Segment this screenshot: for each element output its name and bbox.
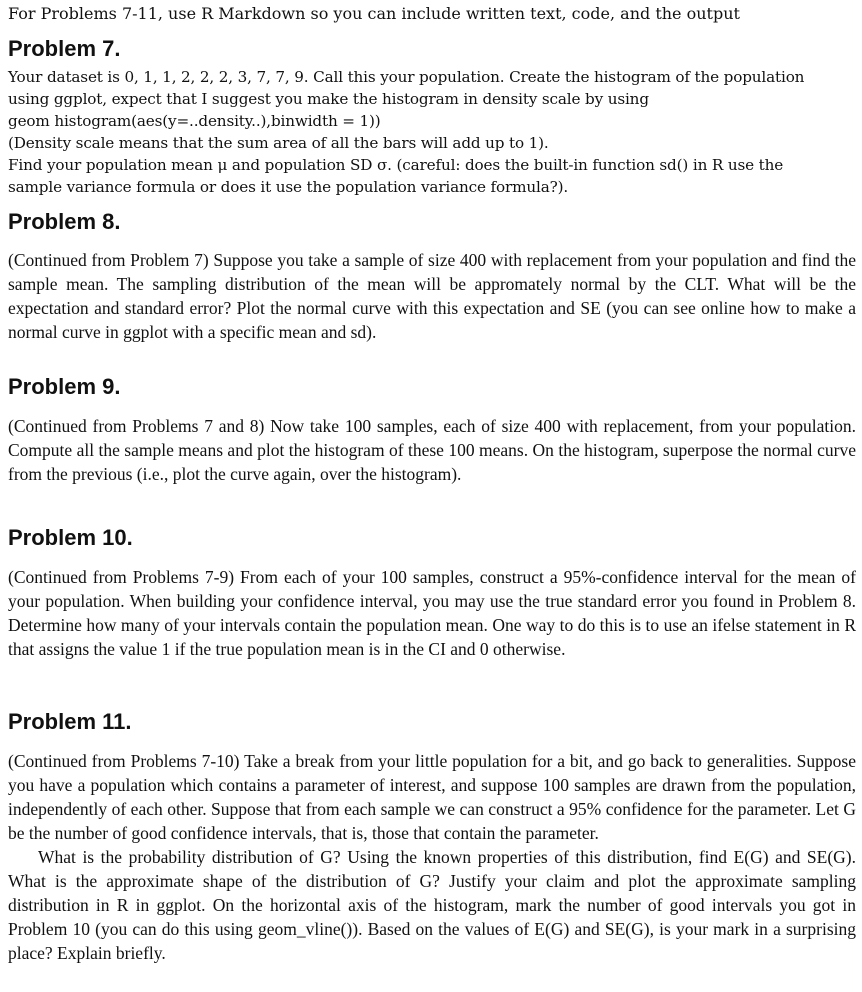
intro-text: For Problems 7-11, use R Markdown so you can include written text, code, and the output bbox=[8, 4, 740, 23]
problem-10-body: (Continued from Problems 7-9) From each of your 100 samples, construct a 95%-confidence interval for the mean of your population. When building your confidence interval, you may use the true standard error you found in Problem 8. Determine how many of your intervals contain the population mean. One way to do this is to use an ifelse statement in R that assigns the value 1 if the true population mean is in the CI and 0 otherwise. bbox=[8, 567, 856, 659]
problem-10-heading: Problem 10. bbox=[8, 525, 133, 550]
problem-7-line: Find your population mean μ and population SD σ. (careful: does the built-in function sd() in R use the bbox=[8, 156, 784, 174]
problem-9-heading: Problem 9. bbox=[8, 374, 121, 399]
problem-9-body: (Continued from Problems 7 and 8) Now take 100 samples, each of size 400 with replacement, from your population. Compute all the sample means and plot the histogram of these 100 means. On the histogram, superpose the normal curve from the previous (i.e., plot the curve again, over the histogram). bbox=[8, 416, 856, 484]
problem-11-paragraph-2: What is the probability distribution of G? Using the known properties of this distribution, find E(G) and SE(G). What is the approximate shape of the distribution of G? Justify your claim and plot the approximate sampling distribution in R in ggplot. On the horizontal axis of the histogram, mark the number of good intervals you got in Problem 10 (you can do this using geom_vline()). Based on the values of E(G) and SE(G), is your mark in a surprising place? Explain briefly. bbox=[8, 847, 856, 963]
problem-7-line: using ggplot, expect that I suggest you make the histogram in density scale by using bbox=[8, 90, 649, 108]
problem-11-heading: Problem 11. bbox=[8, 709, 132, 734]
problem-11-body bbox=[8, 749, 856, 965]
problem-7-line: sample variance formula or does it use the population variance formula?). bbox=[8, 178, 569, 196]
problem-8-heading: Problem 8. bbox=[8, 209, 121, 234]
problem-8-body: (Continued from Problem 7) Suppose you take a sample of size 400 with replacement from your population and find the sample mean. The sampling distribution of the mean will be appromately normal by the CLT. What will be the expectation and standard error? Plot the normal curve with this expectation and SE (you can see online how to make a normal curve in ggplot with a specific mean and sd). bbox=[8, 250, 856, 342]
problem-7-heading: Problem 7. bbox=[8, 36, 121, 61]
problem-7-line: (Density scale means that the sum area of all the bars will add up to 1). bbox=[8, 134, 549, 152]
problem-11-paragraph-1: (Continued from Problems 7-10) Take a break from your little population for a bit, and go back to generalities. Suppose you have a population which contains a parameter of interest, and suppose 100 samples are drawn from the population, independently of each other. Suppose that from each sample we can construct a 95% confidence for the parameter. Let G be the number of good confidence intervals, that is, those that contain the parameter. bbox=[8, 751, 856, 843]
problem-7-line: Your dataset is 0, 1, 1, 2, 2, 2, 3, 7, 7, 9. Call this your population. Create the histogram of the population bbox=[8, 68, 805, 86]
problem-7-body bbox=[8, 66, 856, 198]
problem-7-line: geom histogram(aes(y=..density..),binwidth = 1)) bbox=[8, 112, 381, 130]
